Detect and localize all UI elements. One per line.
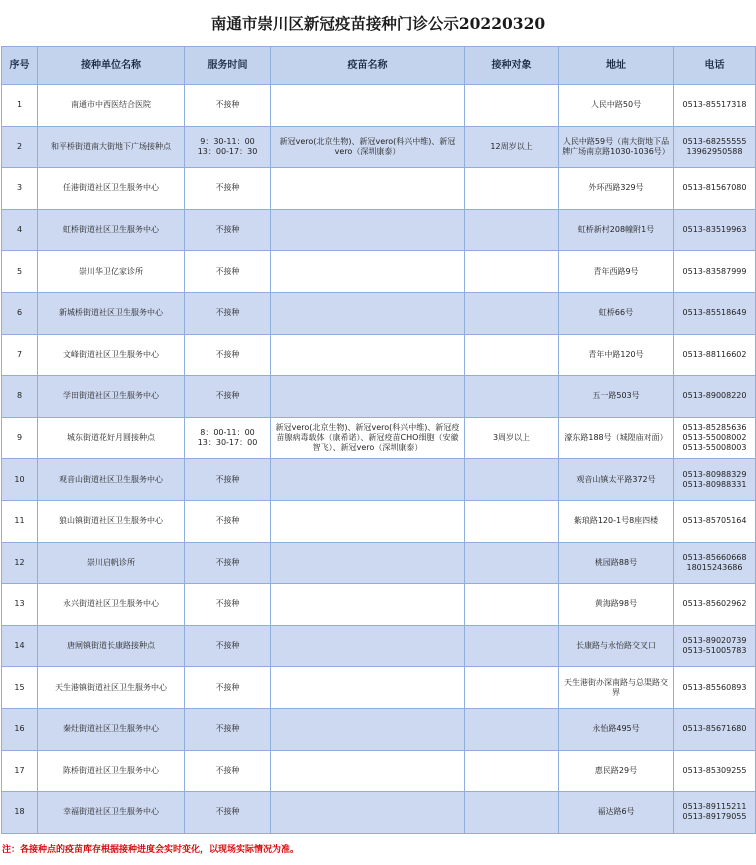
cell-phone (674, 584, 756, 626)
cell-vaccine (271, 85, 465, 127)
cell-phone (674, 85, 756, 127)
cell-time (185, 376, 271, 418)
cell-name: 观音山街道社区卫生服务中心 (38, 459, 185, 501)
cell-vaccine (271, 334, 465, 376)
cell-no: 13 (2, 584, 38, 626)
cell-address: 永怡路495号 (559, 708, 674, 750)
cell-phone (674, 750, 756, 792)
clinic-table (1, 46, 756, 834)
cell-phone-line: 0513-85705164 (682, 516, 747, 526)
cell-time (185, 667, 271, 709)
table-row (2, 792, 756, 834)
table-row (2, 376, 756, 418)
cell-vaccine (271, 584, 465, 626)
cell-no: 3 (2, 168, 38, 210)
cell-target (465, 168, 559, 210)
cell-no: 1 (2, 85, 38, 127)
cell-phone-line: 0513-89008220 (682, 391, 747, 401)
cell-time-line: 不接种 (215, 391, 240, 401)
cell-name: 唐闸镇街道长康路接种点 (38, 625, 185, 667)
cell-address: 虹桥新村208幢附1号 (559, 209, 674, 251)
table-row (2, 708, 756, 750)
table-row (2, 542, 756, 584)
cell-vaccine: 新冠vero(北京生物)、新冠vero(科兴中维)、新冠疫苗腺病毒载体（康希诺）、新冠疫苗CHO细胞（安徽智飞）、新冠vero（深圳康泰） (271, 417, 465, 459)
cell-target (465, 542, 559, 584)
header-no: 序号 (2, 47, 38, 85)
cell-phone (674, 708, 756, 750)
cell-vaccine (271, 251, 465, 293)
cell-vaccine (271, 459, 465, 501)
cell-time (185, 459, 271, 501)
cell-time (185, 168, 271, 210)
cell-time-line: 不接种 (215, 641, 240, 651)
cell-target (465, 750, 559, 792)
cell-vaccine (271, 625, 465, 667)
cell-time-line: 9：30-11：00 (200, 136, 255, 146)
cell-phone (674, 126, 756, 168)
cell-phone-line: 13962950588 (686, 146, 743, 156)
cell-address: 长康路与永怡路交叉口 (559, 625, 674, 667)
cell-vaccine (271, 209, 465, 251)
cell-time-line: 8：00-11：00 (200, 428, 255, 438)
cell-name: 秦灶街道社区卫生服务中心 (38, 708, 185, 750)
cell-phone-line: 0513-85517318 (682, 100, 747, 110)
cell-time (185, 292, 271, 334)
cell-time-line: 13：30-17：00 (197, 438, 258, 448)
cell-phone (674, 292, 756, 334)
cell-target (465, 792, 559, 834)
cell-address: 虹桥66号 (559, 292, 674, 334)
cell-name: 崇川启帆诊所 (38, 542, 185, 584)
cell-phone (674, 209, 756, 251)
cell-target (465, 500, 559, 542)
table-row (2, 459, 756, 501)
table-row (2, 85, 756, 127)
table-row (2, 168, 756, 210)
cell-vaccine (271, 542, 465, 584)
cell-no: 6 (2, 292, 38, 334)
cell-address: 桃园路88号 (559, 542, 674, 584)
cell-time-line: 不接种 (215, 599, 240, 609)
cell-name: 崇川华卫亿家诊所 (38, 251, 185, 293)
cell-phone (674, 792, 756, 834)
cell-vaccine (271, 168, 465, 210)
cell-time (185, 334, 271, 376)
cell-no: 9 (2, 417, 38, 459)
cell-no: 8 (2, 376, 38, 418)
cell-address: 人民中路50号 (559, 85, 674, 127)
cell-phone-line: 0513-80988331 (682, 479, 747, 489)
table-body (2, 85, 756, 834)
cell-name: 学田街道社区卫生服务中心 (38, 376, 185, 418)
table-row (2, 251, 756, 293)
cell-address: 濠东路188号（城隍庙对面） (559, 417, 674, 459)
cell-name: 和平桥街道南大街地下广场接种点 (38, 126, 185, 168)
cell-phone-line: 0513-83519963 (682, 225, 747, 235)
cell-phone (674, 542, 756, 584)
cell-name: 虹桥街道社区卫生服务中心 (38, 209, 185, 251)
cell-phone-line: 0513-51005783 (682, 646, 747, 656)
cell-vaccine: 新冠vero(北京生物)、新冠vero(科兴中维)、新冠vero（深圳康泰） (271, 126, 465, 168)
cell-target (465, 85, 559, 127)
cell-time-line: 不接种 (215, 682, 240, 692)
cell-phone (674, 334, 756, 376)
cell-name: 文峰街道社区卫生服务中心 (38, 334, 185, 376)
cell-time-line: 不接种 (215, 516, 240, 526)
cell-target (465, 251, 559, 293)
cell-no: 15 (2, 667, 38, 709)
cell-phone-line: 0513-55008003 (682, 443, 747, 453)
table-row (2, 209, 756, 251)
cell-phone-line: 0513-89020739 (682, 636, 747, 646)
cell-vaccine (271, 500, 465, 542)
cell-target (465, 459, 559, 501)
cell-time (185, 85, 271, 127)
cell-name: 任港街道社区卫生服务中心 (38, 168, 185, 210)
header-address: 地址 (559, 47, 674, 85)
cell-time-line: 不接种 (215, 557, 240, 567)
cell-target (465, 625, 559, 667)
cell-target: 3周岁以上 (465, 417, 559, 459)
cell-address: 五一路503号 (559, 376, 674, 418)
table-row (2, 292, 756, 334)
cell-name: 狼山镇街道社区卫生服务中心 (38, 500, 185, 542)
cell-address: 紫琅路120-1号8座四楼 (559, 500, 674, 542)
cell-phone (674, 625, 756, 667)
cell-vaccine (271, 376, 465, 418)
cell-phone (674, 251, 756, 293)
cell-no: 16 (2, 708, 38, 750)
cell-address: 福达路6号 (559, 792, 674, 834)
cell-address: 观音山镇太平路372号 (559, 459, 674, 501)
cell-time-line: 不接种 (215, 308, 240, 318)
cell-time-line: 不接种 (215, 266, 240, 276)
table-row (2, 334, 756, 376)
cell-time (185, 792, 271, 834)
cell-name: 幸福街道社区卫生服务中心 (38, 792, 185, 834)
table-row (2, 417, 756, 459)
cell-time (185, 126, 271, 168)
cell-no: 12 (2, 542, 38, 584)
cell-phone-line: 0513-68255555 (682, 136, 747, 146)
header-phone: 电话 (674, 47, 756, 85)
cell-address: 黄海路98号 (559, 584, 674, 626)
cell-no: 17 (2, 750, 38, 792)
cell-address: 青年中路120号 (559, 334, 674, 376)
cell-target (465, 584, 559, 626)
header-vaccine: 疫苗名称 (271, 47, 465, 85)
cell-time (185, 750, 271, 792)
table-row (2, 126, 756, 168)
cell-vaccine (271, 708, 465, 750)
cell-phone-line: 0513-88116602 (682, 349, 747, 359)
cell-address: 青年西路9号 (559, 251, 674, 293)
cell-time-line: 不接种 (215, 100, 240, 110)
cell-time (185, 708, 271, 750)
cell-phone-line: 0513-85518649 (682, 308, 747, 318)
cell-phone-line: 18015243686 (686, 562, 743, 572)
cell-time-line: 不接种 (215, 183, 240, 193)
cell-phone-line: 0513-85602962 (682, 599, 747, 609)
cell-phone (674, 168, 756, 210)
cell-name: 南通市中西医结合医院 (38, 85, 185, 127)
cell-time (185, 584, 271, 626)
header-name: 接种单位名称 (38, 47, 185, 85)
cell-name: 天生港镇街道社区卫生服务中心 (38, 667, 185, 709)
cell-vaccine (271, 667, 465, 709)
cell-phone (674, 667, 756, 709)
cell-time-line: 不接种 (215, 474, 240, 484)
cell-name: 永兴街道社区卫生服务中心 (38, 584, 185, 626)
cell-no: 7 (2, 334, 38, 376)
header-time: 服务时间 (185, 47, 271, 85)
cell-phone-line: 0513-85285636 (682, 423, 747, 433)
cell-time (185, 251, 271, 293)
cell-no: 5 (2, 251, 38, 293)
cell-no: 2 (2, 126, 38, 168)
cell-phone-line: 0513-55008002 (682, 433, 747, 443)
cell-phone-line: 0513-85660668 (682, 552, 747, 562)
cell-phone-line: 0513-85671680 (682, 724, 747, 734)
cell-name: 陈桥街道社区卫生服务中心 (38, 750, 185, 792)
cell-address: 人民中路59号（南大街地下品牌广场南京路1030-1036号） (559, 126, 674, 168)
cell-name: 新城桥街道社区卫生服务中心 (38, 292, 185, 334)
header-target: 接种对象 (465, 47, 559, 85)
cell-target (465, 667, 559, 709)
cell-name: 城东街道花好月圆接种点 (38, 417, 185, 459)
cell-phone (674, 500, 756, 542)
cell-time (185, 625, 271, 667)
footnote: 注：各接种点的疫苗库存根据接种进度会实时变化，以现场实际情况为准。 (2, 845, 300, 855)
cell-no: 11 (2, 500, 38, 542)
page-title: 南通市崇川区新冠疫苗接种门诊公示20220320 (210, 14, 546, 33)
cell-phone-line: 0513-81567080 (682, 183, 747, 193)
cell-time (185, 500, 271, 542)
cell-target (465, 708, 559, 750)
cell-vaccine (271, 750, 465, 792)
cell-address: 外环西路329号 (559, 168, 674, 210)
cell-time (185, 417, 271, 459)
table-row (2, 625, 756, 667)
cell-vaccine (271, 792, 465, 834)
cell-time (185, 209, 271, 251)
table-row (2, 584, 756, 626)
cell-target (465, 292, 559, 334)
cell-phone-line: 0513-85309255 (682, 765, 747, 775)
cell-vaccine (271, 292, 465, 334)
cell-phone (674, 459, 756, 501)
cell-phone-line: 0513-80988329 (682, 469, 747, 479)
cell-address: 天生港街办深南路与总渠路交界 (559, 667, 674, 709)
cell-time-line: 不接种 (215, 724, 240, 734)
cell-time-line: 不接种 (215, 225, 240, 235)
cell-address: 惠民路29号 (559, 750, 674, 792)
table-row (2, 750, 756, 792)
table-header-row (2, 47, 756, 85)
cell-phone (674, 417, 756, 459)
cell-target (465, 334, 559, 376)
table-row (2, 500, 756, 542)
cell-no: 10 (2, 459, 38, 501)
cell-phone-line: 0513-89115211 (682, 802, 747, 812)
cell-no: 14 (2, 625, 38, 667)
cell-target: 12周岁以上 (465, 126, 559, 168)
cell-phone (674, 376, 756, 418)
cell-target (465, 209, 559, 251)
cell-target (465, 376, 559, 418)
table-row (2, 667, 756, 709)
cell-time-line: 13：00-17：30 (197, 146, 258, 156)
cell-time (185, 542, 271, 584)
cell-phone-line: 0513-89179055 (682, 812, 747, 822)
cell-time-line: 不接种 (215, 807, 240, 817)
cell-time-line: 不接种 (215, 765, 240, 775)
cell-phone-line: 0513-83587999 (682, 266, 747, 276)
cell-phone-line: 0513-85560893 (682, 682, 747, 692)
cell-time-line: 不接种 (215, 349, 240, 359)
cell-no: 4 (2, 209, 38, 251)
cell-no: 18 (2, 792, 38, 834)
